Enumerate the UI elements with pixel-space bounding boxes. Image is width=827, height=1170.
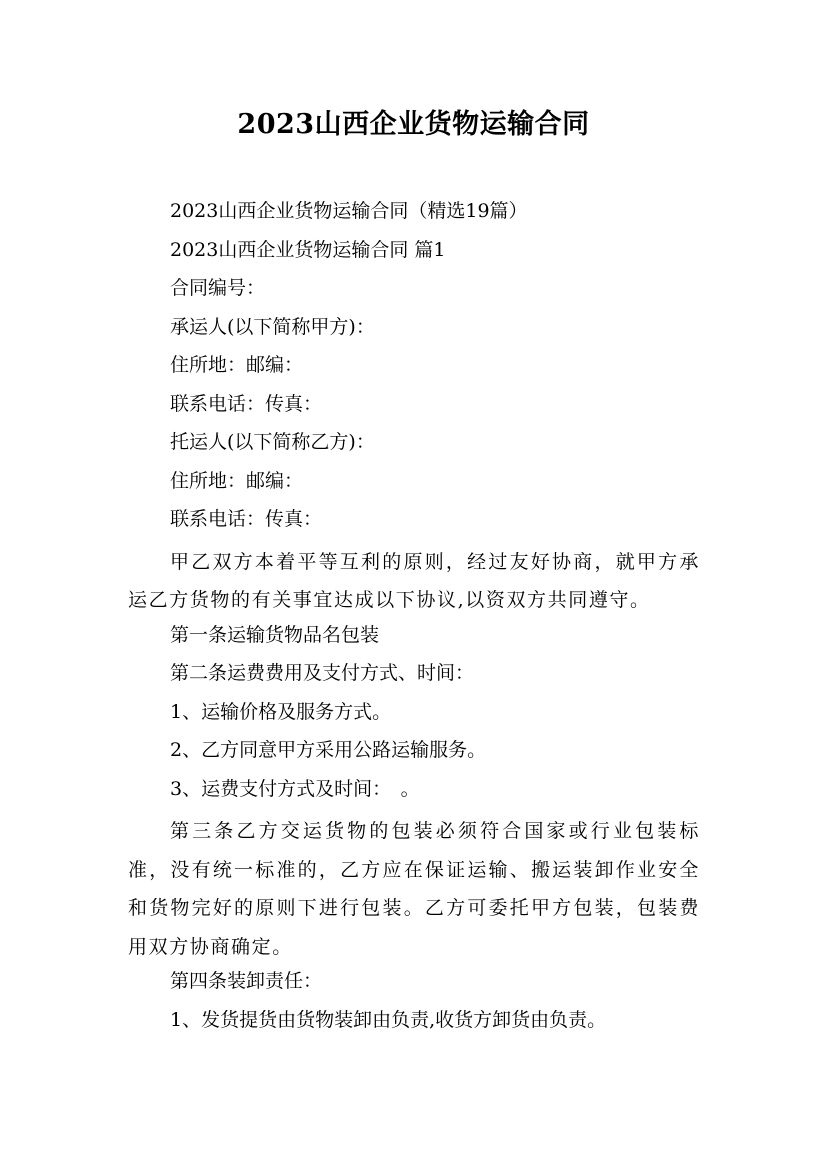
- text-line: 1、运输价格及服务方式。: [170, 700, 392, 723]
- text-line: 第四条装卸责任：: [170, 970, 323, 992]
- text-line: 1、发货提货由货物装卸由负责,收货方卸货由负责。: [170, 1008, 607, 1031]
- text-line: 托运人(以下简称乙方)：: [170, 431, 375, 453]
- text-line: 3、运费支付方式及时间： 。: [170, 777, 420, 800]
- text-line: 住所地：邮编：: [170, 469, 304, 492]
- text-line: 合同编号：: [170, 277, 266, 299]
- text-line: 第二条运费费用及支付方式、时间：: [170, 662, 475, 684]
- document-body: [128, 196, 700, 1043]
- text-line: 2、乙方同意甲方采用公路运输服务。: [170, 739, 487, 761]
- text-line: 2023山西企业货物运输合同 篇1: [170, 238, 446, 261]
- text-line: 第一条运输货物品名包装: [170, 623, 380, 646]
- text-line: 住所地：邮编：: [170, 354, 304, 376]
- paragraph: 甲乙双方本着平等互利的原则，经过友好协商，就甲方承运乙方货物的有关事宜达成以下协议,以资双方共同遵守。: [128, 550, 700, 611]
- text-line: 2023山西企业货物运输合同（精选19篇）: [170, 200, 528, 222]
- paragraph: 第三条乙方交运货物的包装必须符合国家或行业包装标准，没有统一标准的，乙方应在保证运输、搬运装卸作业安全和货物完好的原则下进行包装。乙方可委托甲方包装，包装费用双方协商确定。: [128, 820, 700, 958]
- document-title: 2023山西企业货物运输合同: [237, 109, 590, 140]
- text-line: 承运人(以下简称甲方)：: [170, 315, 375, 338]
- text-line: 联系电话：传真：: [170, 508, 323, 530]
- text-line: 联系电话：传真：: [170, 392, 323, 415]
